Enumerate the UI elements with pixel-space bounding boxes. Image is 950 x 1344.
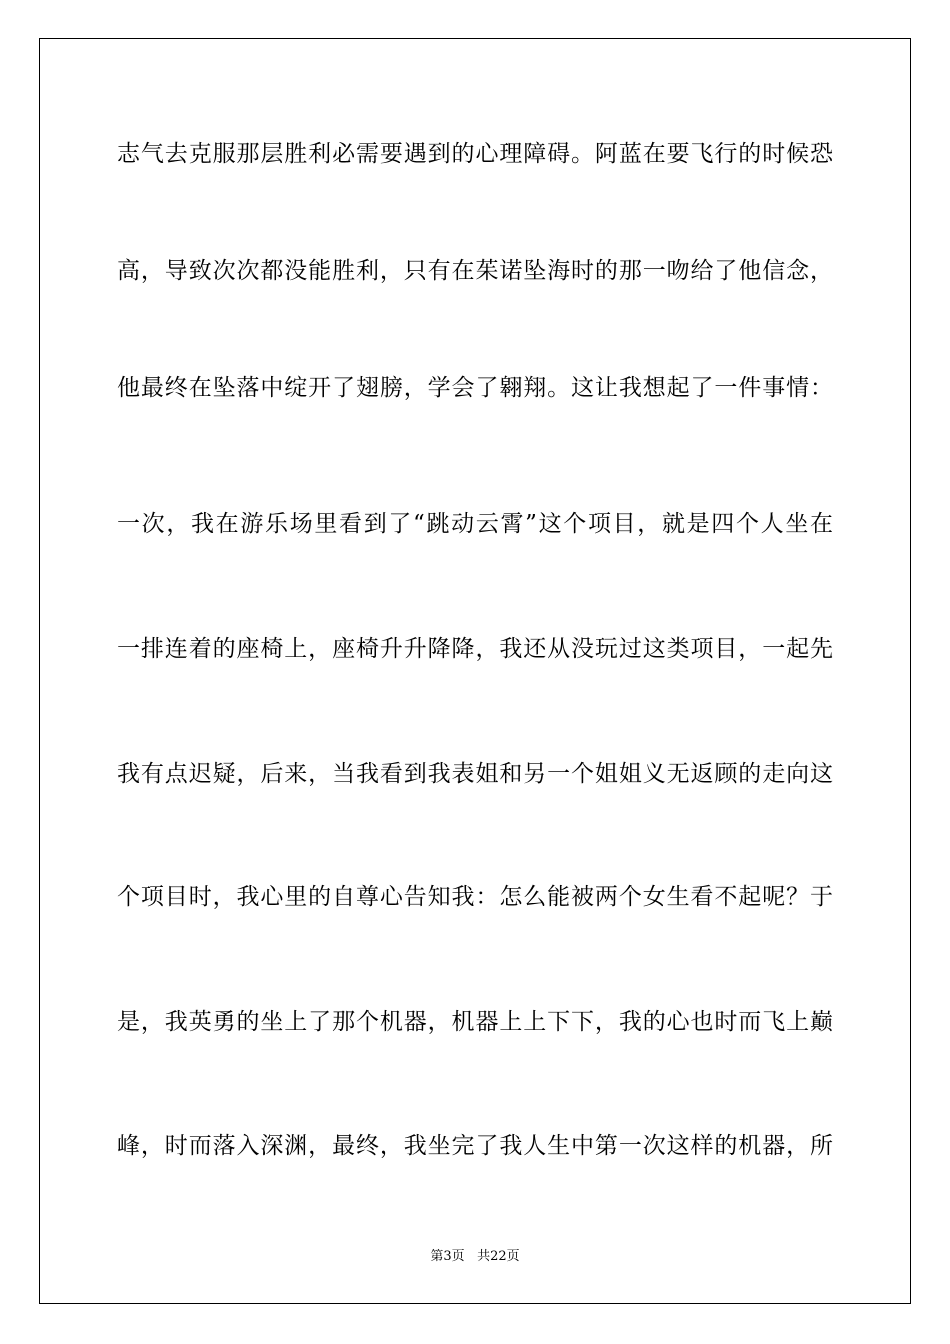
text-line-9: 峰，时而落入深渊，最终，我坐完了我人生中第一次这样的机器，所 [117, 1133, 833, 1159]
page-border [39, 38, 911, 1304]
text-line-6: 我有点迟疑，后来，当我看到我表姐和另一个姐姐义无返顾的走向这 [117, 761, 833, 787]
text-line-5: 一排连着的座椅上，座椅升升降降，我还从没玩过这类项目，一起先 [117, 636, 833, 662]
text-line-3: 他最终在坠落中绽开了翅膀，学会了翱翔。这让我想起了一件事情： [117, 375, 833, 401]
page-total: 共22页 [477, 1249, 520, 1264]
page-footer [0, 1248, 950, 1266]
text-line-7: 个项目时，我心里的自尊心告知我：怎么能被两个女生看不起呢？于 [117, 884, 833, 910]
page-number: 第3页 [430, 1249, 465, 1264]
text-line-1: 志气去克服那层胜利必需要遇到的心理障碍。阿蓝在要飞行的时候恐 [117, 141, 833, 167]
text-line-2: 高，导致次次都没能胜利，只有在茱诺坠海时的那一吻给了他信念， [117, 258, 833, 284]
text-line-8: 是，我英勇的坐上了那个机器，机器上上下下，我的心也时而飞上巅 [117, 1009, 833, 1035]
text-line-4: 一次，我在游乐场里看到了“跳动云霄”这个项目，就是四个人坐在 [117, 511, 833, 537]
